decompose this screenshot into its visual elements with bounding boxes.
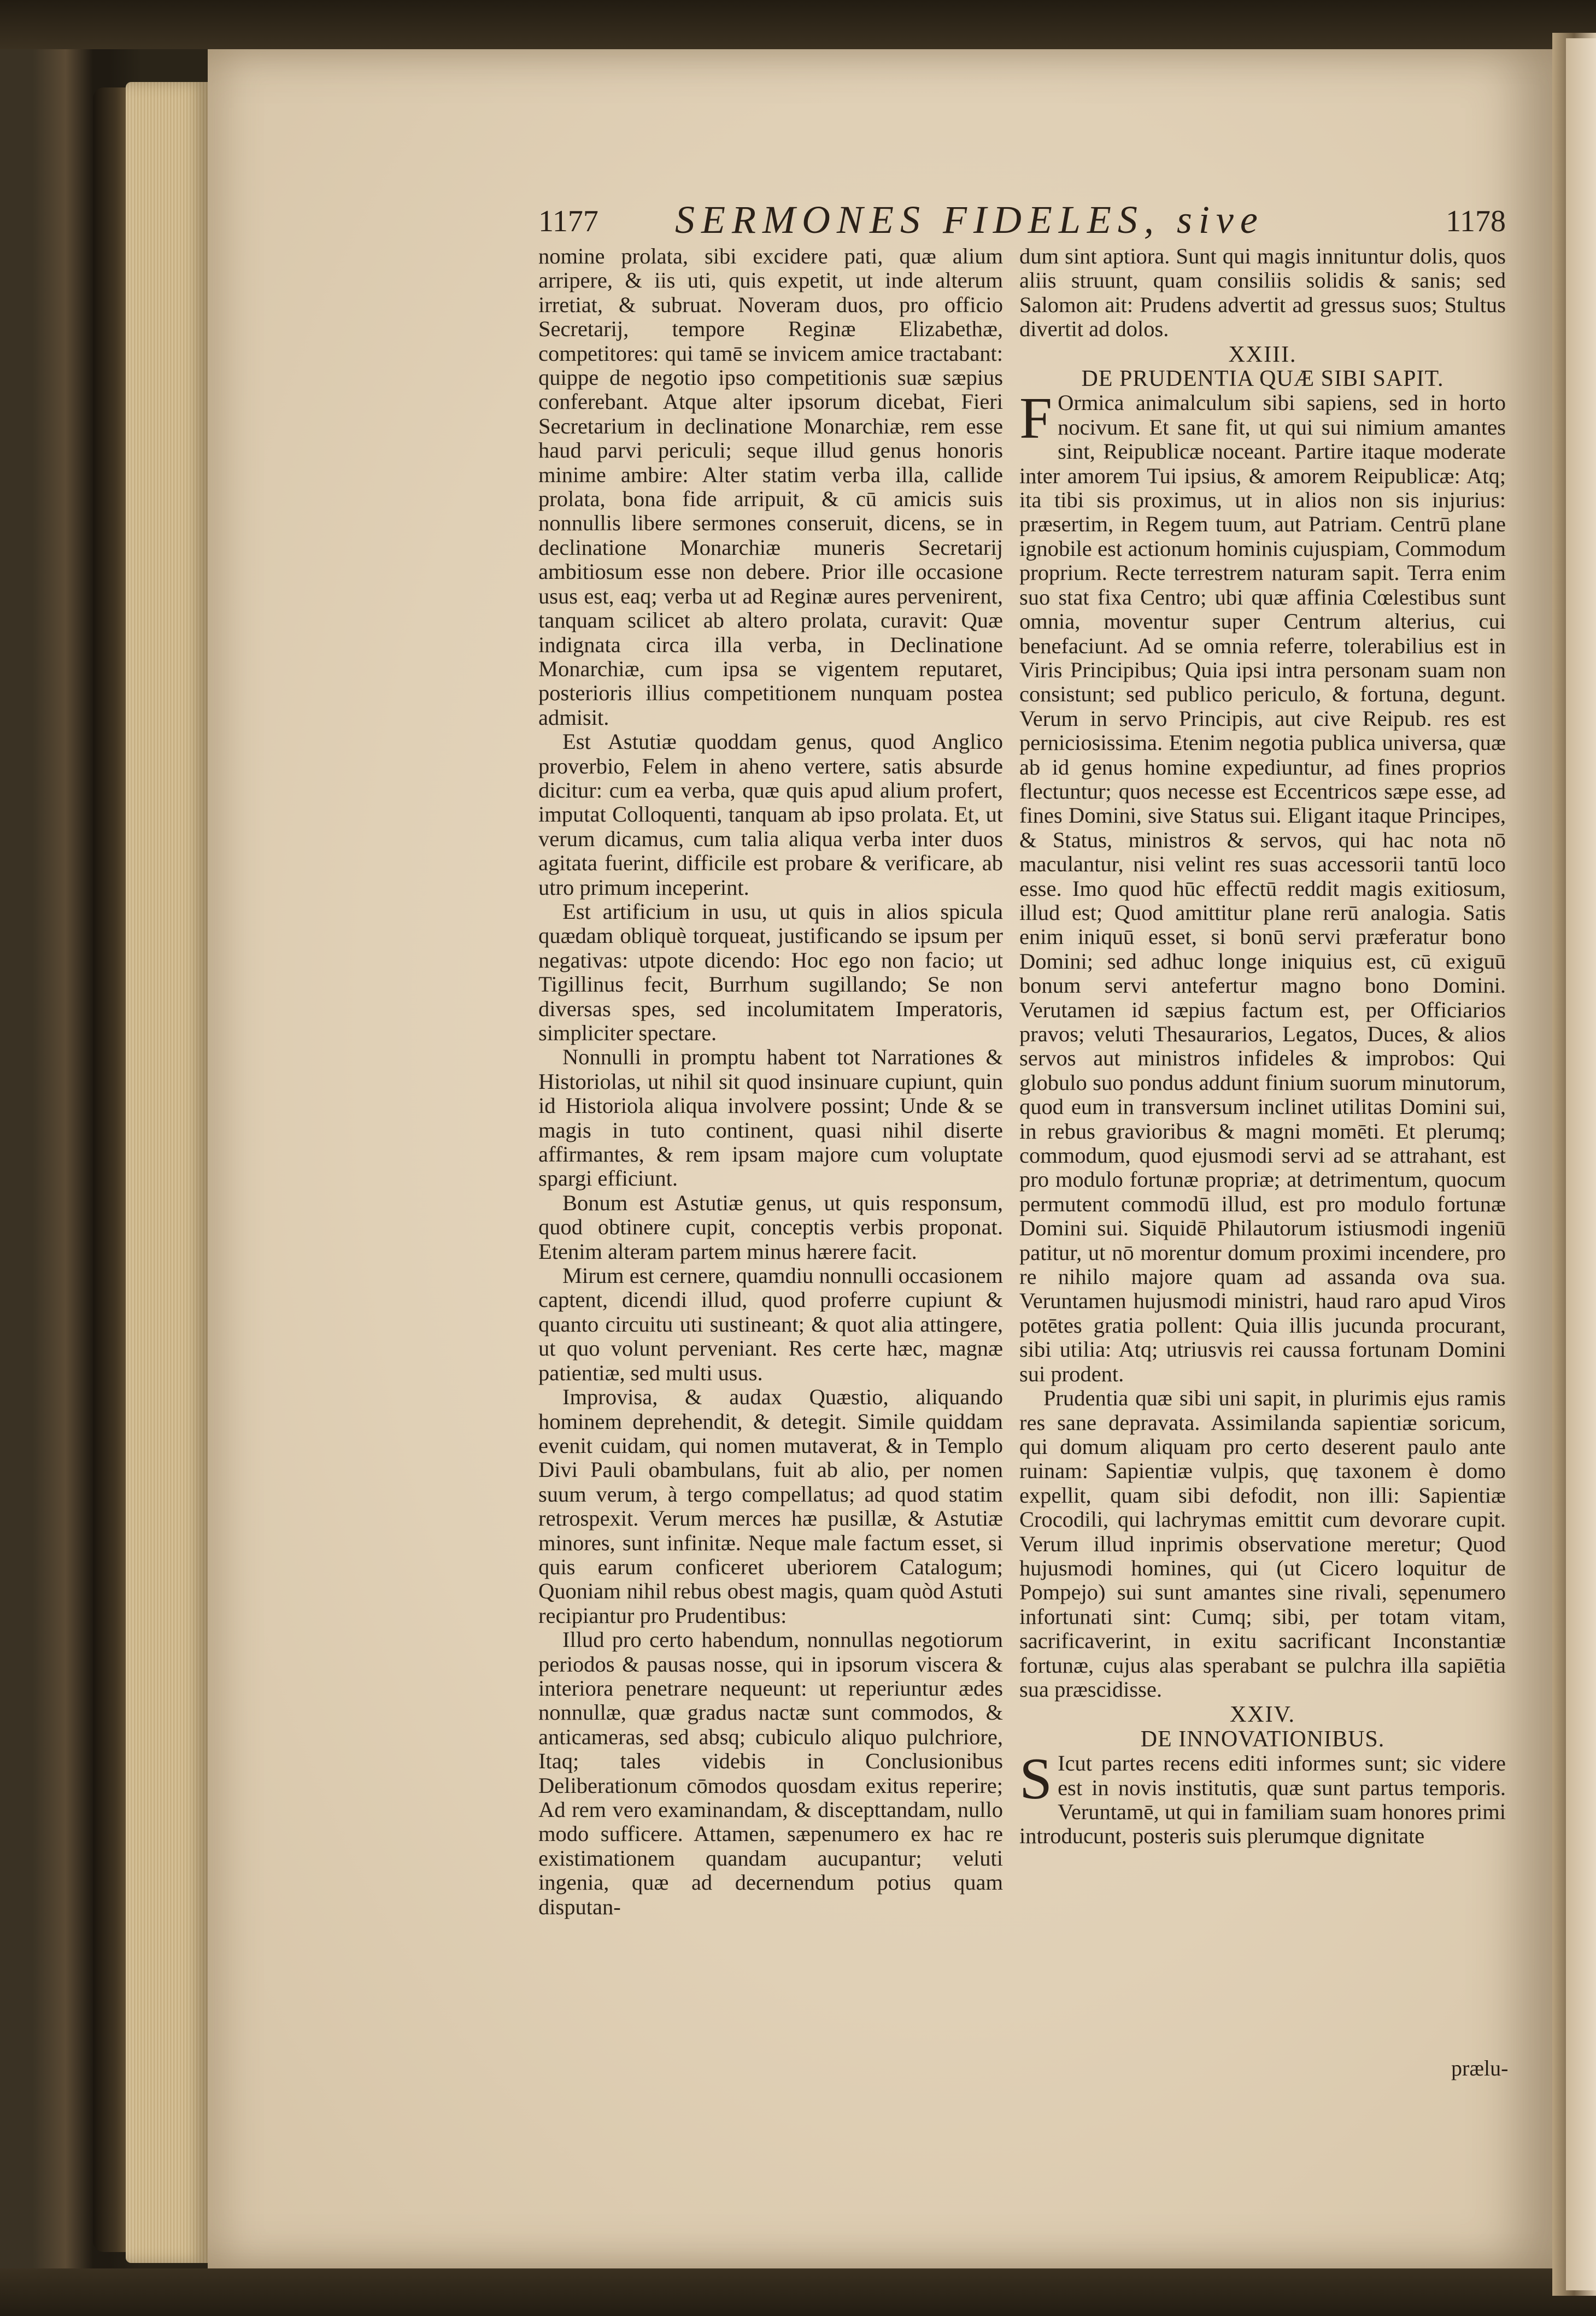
scan-top-margin [0,0,1596,49]
paragraph-text: Icut partes recens editi informes sunt; sic videre est in novis institutis, quæ sunt partus temporis. Veruntamē, ut qui in familiam suam honores primi introducunt, posteris suis plerumque dignitate [1019,1751,1506,1849]
running-title: SERMONES FIDELES, sive [675,198,1264,242]
paragraph: Est artificium in usu, ut quis in alios spicula quædam obliquè torqueat, justificando se ipsum per negativas: utpote dicendo: Hoc ego non facio; ut Tigillinus fecit, Burrhum sugillando; Se non diversas spes, sed incolumitatem Imperatoris, simpliciter spectare. [538,899,1003,1045]
scan-bottom-margin [0,2268,1596,2316]
paragraph: Est Astutiæ quoddam genus, quod Anglico proverbio, Felem in aheno vertere, satis absurde dicitur: cum ea verba, quæ quis apud alium profert, imputat Colloquenti, tanquam ab ipso prolata. Et, ut verum dicamus, cum talia aliqua verba inter duos agitata fuerint, difficile est probare & verificare, ab utro primum inceperint. [538,729,1003,900]
right-text-column [1019,244,1506,2048]
paragraph: Improvisa, & audax Quæstio, aliquando hominem deprehendit, & detegit. Simile quiddam evenit cuidam, qui nomen mutaverat, & in Templo Divi Pauli obambulans, fuit ab alio, per nomen suum verum, à tergo compellatus; ad quod statim retrospexit. Verum merces hæ pusillæ, & Astutiæ minores, sunt infinitæ. Neque male factum esset, si quis earum conficeret uberiorem Catalogum; Quoniam nihil rebus obest magis, quam quòd Astuti recipiantur pro Prudentibus: [538,1385,1003,1628]
paragraph: Mirum est cernere, quamdiu nonnulli occasionem captent, dicendi illud, quod proferre cupiunt & quanto circuitu uti sustineant; & quot alia attingere, ut quo volunt perveniant. Res certe hæc, magnæ patientiæ, sed multi usus. [538,1263,1003,1385]
chapter-number: XXIV. [1229,1702,1296,1728]
page-number-left: 1177 [538,204,598,238]
catchword: prælu- [1451,2056,1509,2080]
chapter-title: DE INNOVATIONIBUS. [1140,1726,1385,1752]
paragraph: nomine prolata, sibi excidere pati, quæ alium arripere, & iis uti, quis expetit, ut inde alterum irretiat, & subruat. Noveram duos, pro officio Secretarij, tempore Reginæ Elizabethæ, competitores: qui tamē se invicem amice tractabant: quippe de negotio ipso competitionis suæ sæpius conferebant. Atque alter ipsorum dicebat, Fieri Secretarium in declinatione Monarchiæ, rem esse haud parvi periculi; seque illud genus honoris minime ambire: Alter statim verba illa, callide prolata, bona fide arripuit, & cū amicis suis nonnullis libere sermones conseruit, dicens, se in declinatione Monarchiæ muneris Secretarij ambitiosum esse non debere. Prior ille occasione usus est, eaq; verba ut ad Reginæ aures pervenirent, tanquam scilicet ab altero prolata, curavit: Quæ indignata circa illa verba, in Declinatione Monarchiæ, cum ipsa se vigentem reputaret, posterioris illius competitionem nunquam postea admisit. [538,244,1003,730]
chapter-opening-paragraph [1019,1746,1506,1849]
drop-cap: S [1019,1746,1053,1812]
chapter-opening-paragraph [1019,386,1506,1386]
drop-cap: F [1019,386,1053,452]
paragraph: Prudentia quæ sibi uni sapit, in plurimis ejus ramis res sane depravata. Assimilanda sapientiæ soricum, qui domum aliquam pro certo deserent paulo ante ruinam: Sapientiæ vulpis, quę taxonem è domo expellit, quam sibi defodit, non illi: Sapientiæ Crocodili, qui lachrymas emittit cum devorare cupit. Verum illud inprimis observatione meretur; Quod hujusmodi homines, qui (ut Cicero loquitur de Pompejo) sui sunt amantes sine rivali, sępenumero infortunati sint: Cumq; sibi, per totam vitam, sacrificaverint, in exitu sacrificant Inconstantiæ fortunæ, cujus alas sperabant se pulchra illa sapiētia sua præscidisse. [1019,1386,1506,1702]
paragraph: Bonum est Astutiæ genus, ut quis responsum, quod obtinere cupit, conceptis verbis proponat. Etenim alteram partem minus hærere facit. [538,1190,1003,1264]
page-number-right: 1178 [1446,204,1506,238]
paragraph-text: Ormica animalculum sibi sapiens, sed in horto nocivum. Et sane fit, ut qui sui nimium amantes sint, Reipublicæ noceant. Partire itaque moderate inter amorem Tui ipsius, & amorem Reipublicæ: Atq; ita tibi sis proximus, ut in alios non sis injurius: præsertim, in Regem tuum, aut Patriam. Centrū plane ignobile est actionum hominis cujuspiam, Commodum proprium. Recte terrestrem naturam sapit. Terra enim suo stat fixa Centro; ubi quæ affinia Cœlestibus sunt omnia, moventur super Centrum alterius, cui benefaciunt. Ad se omnia referre, tolerabilius est in Viris Principibus; Quia ipsi intra personam suam non consistunt; sed publico periculo, & fortuna, degunt. Verum in servo Principis, aut cive Reipub. res est perniciosissima. Etenim negotia publica universa, quæ ab id genus homine expediuntur, ad fines proprios flectuntur; quos necesse est Eccentricos sæpe esse, ad fines Domini, sive Status sui. Eligant itaque Principes, & Status, ministros & servos, qui hac nota nō maculantur, nisi velint res suas accessorii tantū loco esse. Imo quod hūc effectū reddit magis exitiosum, illud est; Quod amittitur plane rerū analogia. Satis enim iniquū esset, si bonū servi præferatur bono Domini; sed adhuc longe iniquius est, cū exiguū bonum servi antefertur magno bono Domini. Verutamen id sæpius factum est, per Officiarios pravos; veluti Thesaurarios, Legatos, Duces, & alios servos aut ministros infideles & improbos: Qui globulo suo pondus addunt finium suorum minutorum, quod eum in transversum inclinet utilitas Domini sui, in rebus gravioribus & magni momēti. Et plerumq; commodum, quod ejusmodi servi ad se attrahant, est pro modulo fortunæ propriæ; at detrimentum, quocum permutent commodū illud, est pro modulo fortunæ Domini sui. Siquidē Philautorum istiusmodi ingeniū patitur, ut nō morentur domum proximi incendere, pro re nihilo majore quam ad assanda ova sua. Veruntamen hujusmodi ministri, haud raro apud Viros potētes gratia pollent: Quia illis jucunda procurant, sibi utilia: Atq; utriusvis rei caussa fortunam Domini sui prodent. [1019,390,1506,1386]
running-header [538,194,1506,243]
chapter-number: XXIII. [1228,342,1297,367]
chapter-title: DE PRUDENTIA QUÆ SIBI SAPIT. [1081,366,1444,392]
left-text-column [538,244,1003,2026]
book-page-stack-edge [126,82,208,2263]
paragraph: Nonnulli in promptu habent tot Narrationes & Historiolas, ut nihil sit quod insinuare cupiunt, quin id Historiola aliqua involvere possint; Unde & se magis in tuto continent, quasi nihil diserte affirmantes, & rem ipsam majore cum voluptate spargi efficiunt. [538,1045,1003,1191]
continuation-paragraph: dum sint aptiora. Sunt qui magis innituntur dolis, quos aliis struunt, quam consiliis solidis & sanis; sed Salomon ait: Prudens advertit ad gressus suos; Stultus divertit ad dolos. [1019,244,1506,342]
paragraph: Illud pro certo habendum, nonnullas negotiorum periodos & pausas nosse, qui in ipsorum viscera & interiora penetrare nequeunt: ut reperiuntur ædes nonnullæ, quæ gradus nactæ sunt commodos, & anticameras, sed absq; cubiculo aliquo pulchriore, Itaq; tales videbis in Conclusionibus Deliberationum cōmodos quosdam exitus reperire; Ad rem vero examinandam, & discepttandam, nullo modo sufficere. Attamen, sæpenumero ex hac re existimationem quandam aucupantur; veluti ingenia, quæ ad decernendum potius quam disputan- [538,1627,1003,1919]
facing-page-edge [1566,38,1596,2290]
